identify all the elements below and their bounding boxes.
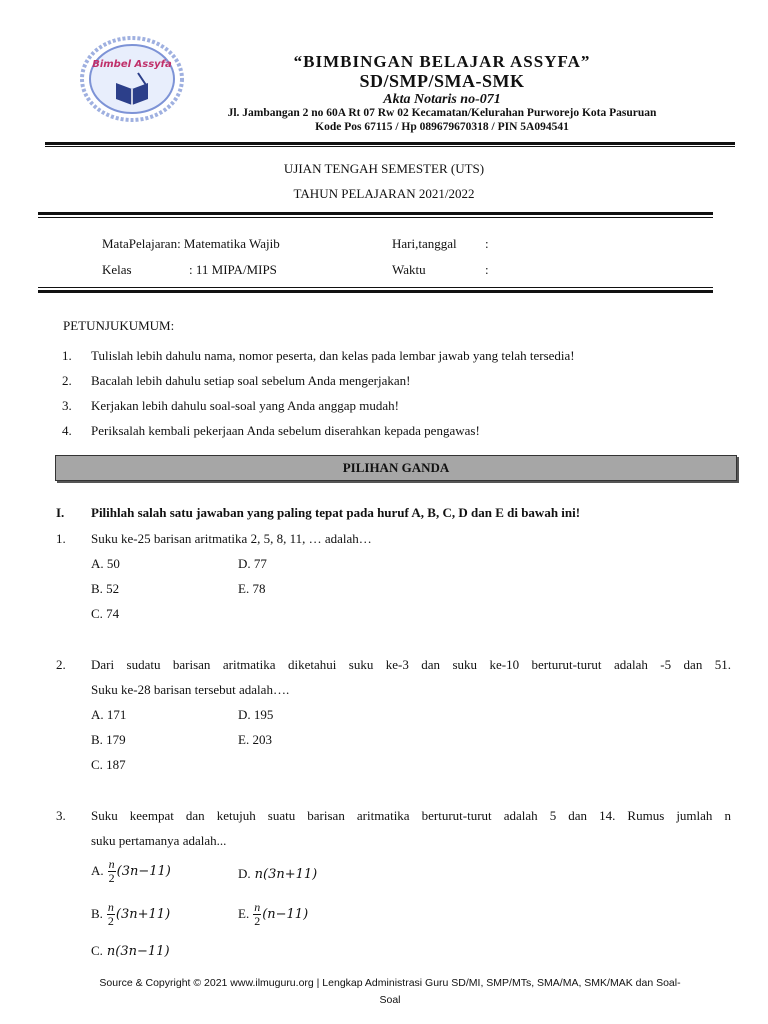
section-title-bar: PILIHAN GANDA bbox=[55, 455, 737, 481]
option-b: B. 52 bbox=[91, 581, 120, 596]
option-a: A. 171 bbox=[91, 707, 127, 722]
day-label: Hari,tanggal bbox=[392, 236, 457, 251]
option-d bbox=[238, 865, 317, 883]
question-text-line1: Suku keempat dan ketujuh suatu barisan aritmatika berturut-turut adalah 5 dan 14. Rumus jumlah n bbox=[91, 808, 731, 823]
notary-deed: Akta Notaris no-071 bbox=[383, 92, 501, 107]
instruction-number: 1. bbox=[62, 348, 72, 363]
page-footer bbox=[55, 975, 725, 1009]
section-roman-numeral: I. bbox=[56, 505, 65, 520]
fraction-numerator: n bbox=[254, 900, 261, 914]
math-expression: n(3n−11) bbox=[106, 944, 170, 959]
math-expression: (3n+11) bbox=[115, 907, 171, 923]
exam-year: TAHUN PELAJARAN 2021/2022 bbox=[293, 186, 475, 201]
svg-text:Bimbel Assyfa: Bimbel Assyfa bbox=[92, 59, 172, 70]
option-c bbox=[91, 942, 170, 960]
instruction-number: 4. bbox=[62, 423, 72, 438]
question-number: 1. bbox=[56, 531, 66, 546]
option-letter: D. bbox=[238, 866, 251, 881]
option-e: E. 78 bbox=[238, 581, 266, 596]
math-expression: (n−11) bbox=[262, 907, 309, 923]
institution-name: “BIMBINGAN BELAJAR ASSYFA” bbox=[293, 52, 591, 71]
fraction bbox=[253, 901, 261, 928]
instruction-text: Bacalah lebih dahulu setiap soal sebelum Anda mengerjakan! bbox=[91, 373, 411, 388]
question-text-line2: Suku ke-28 barisan tersebut adalah…. bbox=[91, 682, 290, 697]
instruction-text: Periksalah kembali pekerjaan Anda sebelum diserahkan kepada pengawas! bbox=[91, 423, 480, 438]
option-letter: C. bbox=[91, 943, 103, 958]
subject-label: MataPelajaran: Matematika Wajib bbox=[102, 236, 280, 251]
fraction-denominator: 2 bbox=[107, 914, 114, 928]
footer-line: Soal bbox=[379, 994, 401, 1006]
fraction bbox=[107, 901, 115, 928]
institution-level: SD/SMP/SMA-SMK bbox=[359, 71, 525, 91]
question-text-line2: suku pertamanya adalah... bbox=[91, 833, 227, 848]
fraction-numerator: n bbox=[108, 857, 115, 871]
question-text: Suku ke-25 barisan aritmatika 2, 5, 8, 11, … adalah… bbox=[91, 531, 372, 546]
option-b: B. 179 bbox=[91, 732, 126, 747]
option-letter: B. bbox=[91, 906, 103, 922]
option-a bbox=[91, 858, 171, 885]
instructions-heading: PETUNJUKUMUM: bbox=[63, 318, 175, 333]
fraction bbox=[108, 858, 116, 885]
time-colon: : bbox=[485, 262, 489, 277]
header-divider-thin bbox=[45, 146, 735, 147]
option-e bbox=[238, 901, 308, 928]
option-c: C. 74 bbox=[91, 606, 120, 621]
section-directive: Pilihlah salah satu jawaban yang paling tepat pada huruf A, B, C, D dan E di bawah ini! bbox=[91, 505, 581, 520]
school-logo bbox=[78, 35, 186, 123]
fraction-numerator: n bbox=[107, 900, 114, 914]
option-b bbox=[91, 901, 170, 928]
class-value: : 11 MIPA/MIPS bbox=[189, 262, 277, 277]
instruction-number: 2. bbox=[62, 373, 72, 388]
option-e: E. 203 bbox=[238, 732, 272, 747]
info-top-rule-thin bbox=[38, 217, 713, 218]
option-letter: A. bbox=[91, 863, 104, 879]
info-top-rule bbox=[38, 212, 713, 215]
instruction-number: 3. bbox=[62, 398, 72, 413]
time-label: Waktu bbox=[392, 262, 426, 277]
footer-line: Source & Copyright © 2021 www.ilmuguru.org | Lengkap Administrasi Guru SD/MI, SMP/MTs, SMA/MA, SMK/MAK dan Soal- bbox=[99, 977, 681, 989]
class-label: Kelas bbox=[102, 262, 132, 277]
option-d: D. 195 bbox=[238, 707, 274, 722]
option-d: D. 77 bbox=[238, 556, 267, 571]
instruction-text: Kerjakan lebih dahulu soal-soal yang Anda anggap mudah! bbox=[91, 398, 399, 413]
option-a: A. 50 bbox=[91, 556, 120, 571]
math-expression: n(3n+11) bbox=[254, 867, 318, 882]
option-c: C. 187 bbox=[91, 757, 126, 772]
exam-title: UJIAN TENGAH SEMESTER (UTS) bbox=[283, 161, 485, 176]
institution-address: Jl. Jambangan 2 no 60A Rt 07 Rw 02 Kecamatan/Kelurahan Purworejo Kota Pasuruan bbox=[227, 107, 657, 119]
fraction-denominator: 2 bbox=[254, 914, 261, 928]
info-bottom-rule-thin bbox=[38, 287, 713, 288]
option-letter: E. bbox=[238, 906, 250, 922]
question-number: 3. bbox=[56, 808, 66, 823]
question-text-line1: Dari sudatu barisan aritmatika diketahui suku ke-3 dan suku ke-10 berturut-turut adalah -5 dan 51. bbox=[91, 657, 731, 672]
instruction-text: Tulislah lebih dahulu nama, nomor peserta, dan kelas pada lembar jawab yang telah tersedia! bbox=[91, 348, 575, 363]
fraction-denominator: 2 bbox=[108, 871, 115, 885]
day-colon: : bbox=[485, 236, 489, 251]
question-number: 2. bbox=[56, 657, 66, 672]
info-bottom-rule bbox=[38, 290, 713, 293]
institution-contact: Kode Pos 67115 / Hp 089679670318 / PIN 5A094541 bbox=[315, 121, 569, 133]
math-expression: (3n−11) bbox=[116, 864, 171, 880]
header-divider bbox=[45, 142, 735, 145]
